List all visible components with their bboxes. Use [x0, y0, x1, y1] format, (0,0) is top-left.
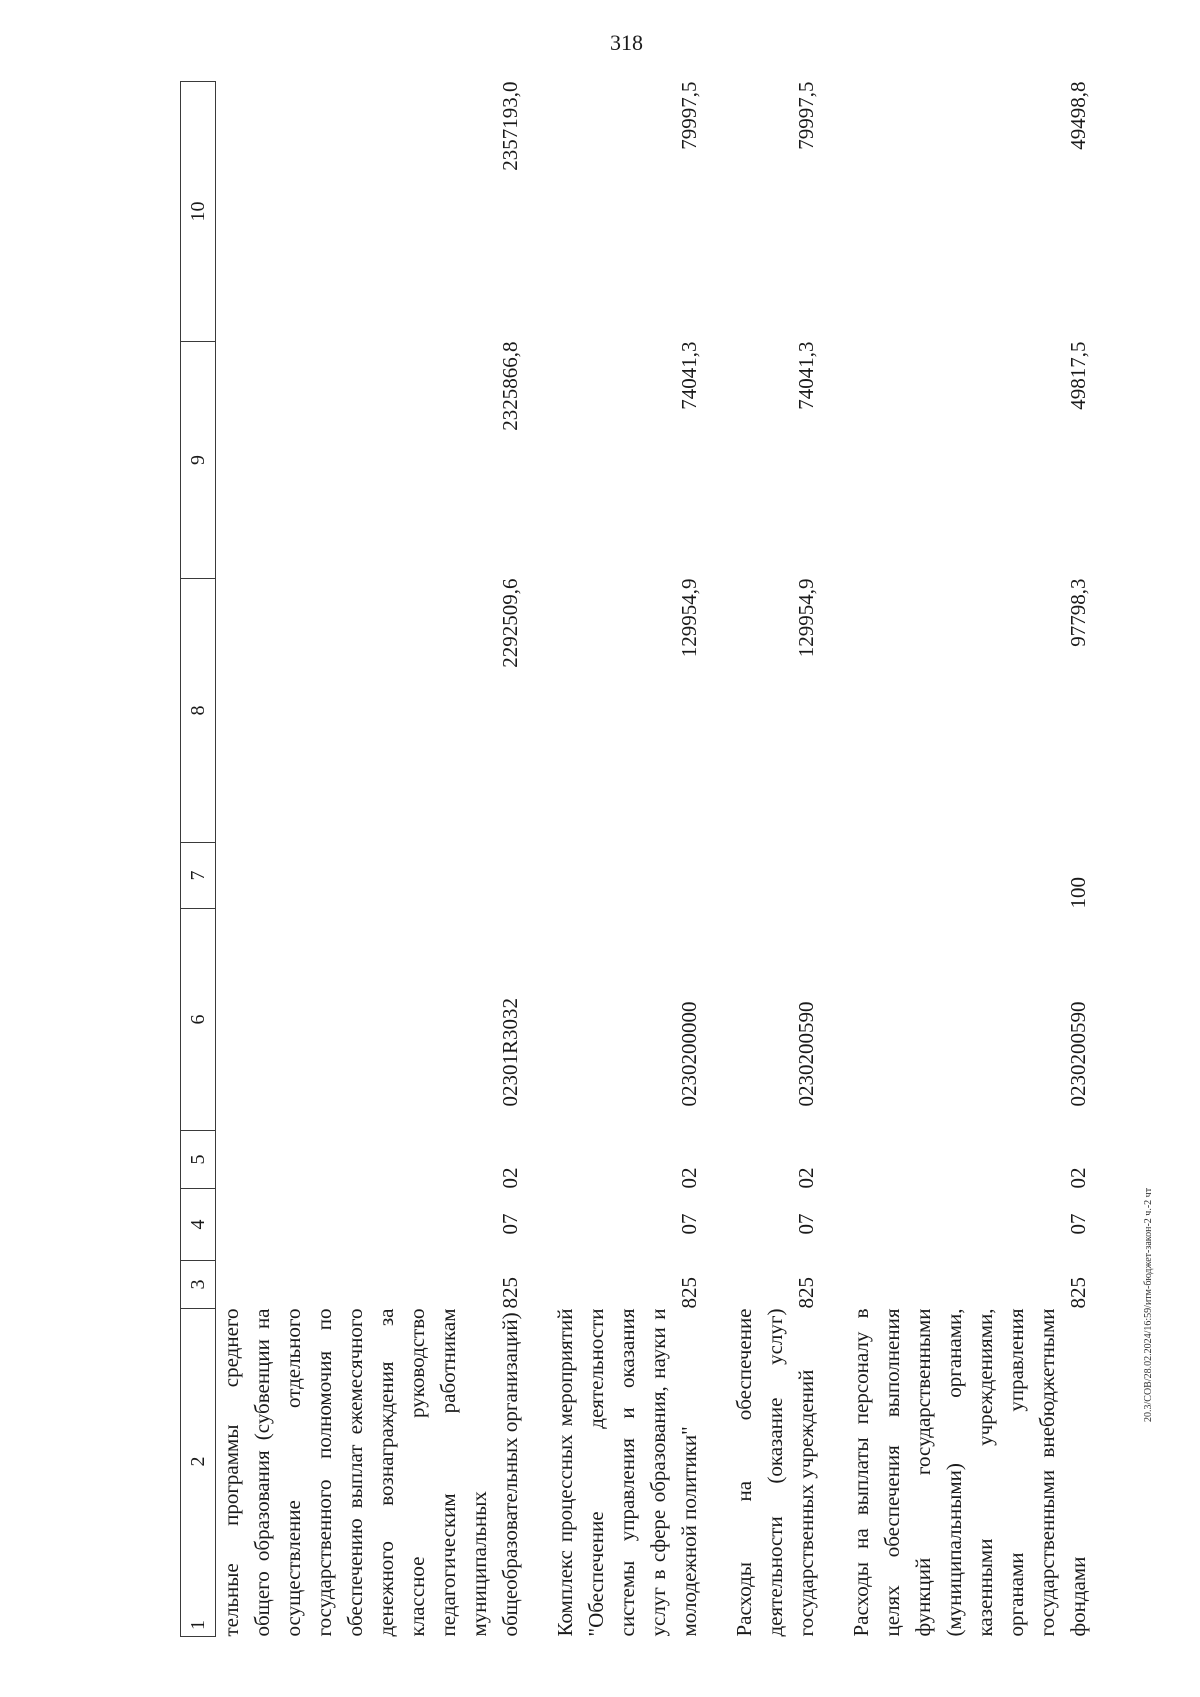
row-description: Расходы на выплаты персоналу в целях обеспечения выполнения функций государственными (муниципальными) органами, казенными учреждениями, органами управления государственными внебюджетными фондами: [849, 1308, 1090, 1637]
row-amount-col-9: 74041,3: [677, 341, 701, 410]
table-row: [546, 82, 725, 1637]
row-code-section: 07: [1066, 1213, 1090, 1235]
row-code-expense-type: [546, 843, 725, 909]
header-col-8: 8: [181, 579, 216, 843]
row-code-ministry: 825: [498, 1277, 522, 1309]
row-amount-col-8: 2292509,6: [498, 578, 522, 668]
header-col-1: 1: [186, 1620, 209, 1630]
header-col-3: 3: [181, 1261, 216, 1309]
row-code-section: 07: [677, 1213, 701, 1235]
row-code-ministry: 825: [677, 1277, 701, 1309]
header-col-2: 2: [186, 1456, 209, 1467]
row-amount-col-9: 49817,5: [1066, 341, 1090, 410]
row-code-subsection: 02: [1066, 1167, 1090, 1189]
row-description: Расходы на обеспечение деятельности (оказание услуг) государственных учреждений: [732, 1308, 818, 1637]
row-amount-col-9: 74041,3: [794, 341, 818, 410]
header-col-5: 5: [181, 1131, 216, 1189]
table-header-row: [181, 82, 216, 1637]
page-number: 318: [610, 30, 643, 55]
header-col-9: 9: [181, 342, 216, 579]
row-code-expense-type: [725, 843, 842, 909]
row-amount-col-8: 129954,9: [677, 578, 701, 658]
row-code-subsection: 02: [794, 1167, 818, 1189]
row-amount-col-8: 129954,9: [794, 578, 818, 658]
row-description: тельные программы среднего общего образования (субвенции на осуществление отдельного государственного полномочия по обеспечению выплат ежемесячного денежного вознаграждения за классное руководство педагогическим работникам муниципальных общеобразовательных организаций): [219, 1308, 522, 1637]
table-row: [216, 82, 547, 1637]
row-description: Комплекс процессных мероприятий "Обеспечение деятельности системы управления и оказания услуг в сфере образования, науки и молодежной политики": [553, 1308, 701, 1637]
row-amount-col-9: 2325866,8: [498, 341, 522, 431]
header-col-7: 7: [181, 843, 216, 909]
row-code-target: 0230200590: [1066, 1001, 1090, 1107]
header-col-10: 10: [181, 82, 216, 342]
row-amount-col-8: 97798,3: [1066, 578, 1090, 647]
header-col-4: 4: [181, 1189, 216, 1261]
budget-table: [180, 81, 1114, 1637]
header-col-6: 6: [181, 909, 216, 1131]
row-code-target: 02301R3032: [498, 997, 522, 1107]
row-code-expense-type: [216, 843, 547, 909]
row-code-subsection: 02: [498, 1167, 522, 1189]
header-col-1-2: [181, 1309, 216, 1637]
row-code-target: 0230200000: [677, 1001, 701, 1107]
row-amount-col-10: 49498,8: [1066, 81, 1090, 150]
row-code-target: 0230200590: [794, 1001, 818, 1107]
row-amount-col-10: 2357193,0: [498, 81, 522, 171]
table-row: [725, 82, 842, 1637]
row-code-section: 07: [794, 1213, 818, 1235]
row-amount-col-10: 79997,5: [794, 81, 818, 150]
rotated-table-container: [180, 81, 1090, 1637]
table-row: [842, 82, 1114, 1637]
row-code-ministry: 825: [1066, 1277, 1090, 1309]
row-amount-col-10: 79997,5: [677, 81, 701, 150]
row-code-expense-type: 100: [1066, 877, 1090, 909]
row-code-section: 07: [498, 1213, 522, 1235]
document-footer-code: 20.3/СОВ/28.02.2024/16:59/итм-бюджет-закон-2 ч.-2 чт: [1143, 1187, 1154, 1422]
row-code-ministry: 825: [794, 1277, 818, 1309]
row-code-subsection: 02: [677, 1167, 701, 1189]
